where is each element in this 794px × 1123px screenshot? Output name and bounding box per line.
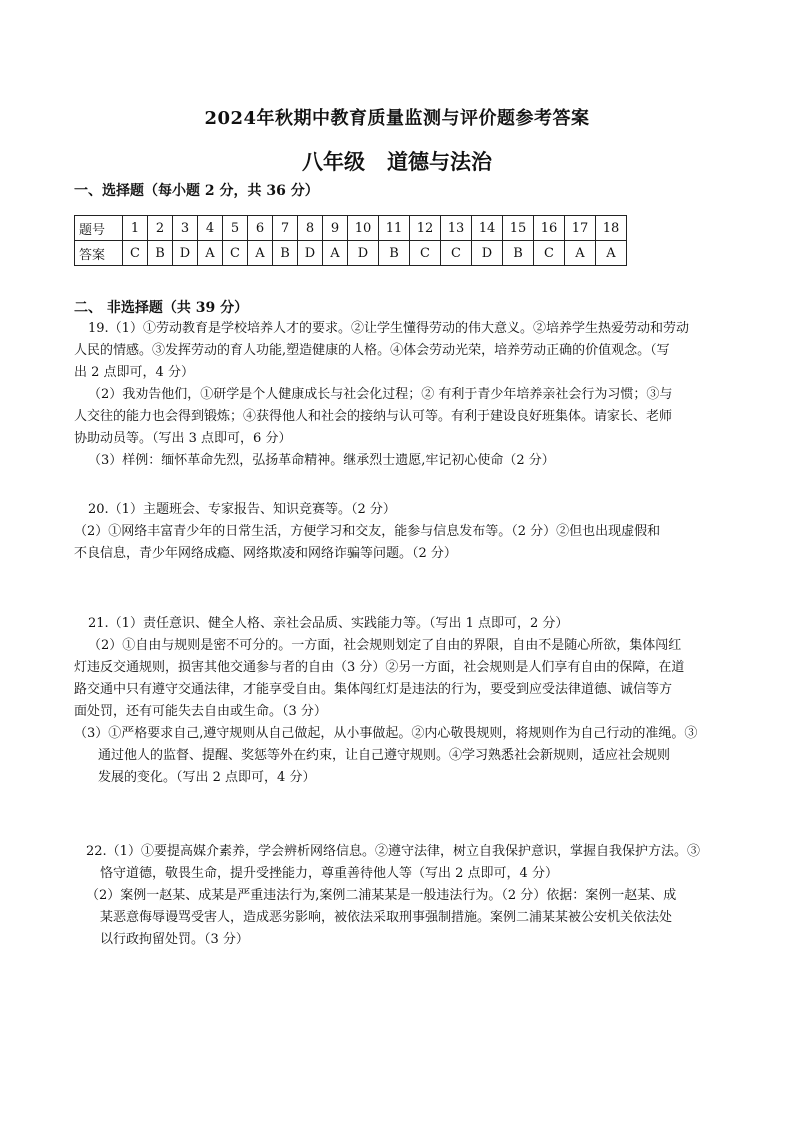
subject-label: 道德与法治 — [387, 149, 492, 174]
table-cell: 11 — [379, 216, 410, 241]
row-label-number: 题号 — [75, 216, 123, 241]
table-cell: 8 — [298, 216, 323, 241]
answer-line: （2）①网络丰富青少年的日常生活，方便学习和交友，能参与信息发布等。（2 分）②但也出现虚假和 — [74, 524, 661, 539]
table-cell: A — [596, 241, 627, 266]
table-cell: 4 — [198, 216, 223, 241]
answer-line: （3）①严格要求自己,遵守规则从自己做起，从小事做起。②内心敬畏规则，将规则作为自己行动的准绳。③ — [74, 726, 698, 741]
answer-line: 灯违反交通规则，损害其他交通参与者的自由（3 分）②另一方面，社会规则是人们享有自由的保障，在道 — [74, 660, 685, 675]
question-21-answer — [74, 613, 734, 789]
table-cell: D — [173, 241, 198, 266]
table-cell: 2 — [148, 216, 173, 241]
table-cell: C — [410, 241, 441, 266]
answer-line: （2）我劝告他们，①研学是个人健康成长与社会化过程；② 有利于青少年培养亲社会行为习惯；③与 — [88, 387, 673, 402]
question-19-answer — [74, 318, 734, 472]
table-cell: 9 — [323, 216, 348, 241]
answer-line: 人交往的能力也会得到锻炼；④获得他人和社会的接纳与认可等。有利于建设良好班集体。请家长、老师 — [74, 409, 673, 424]
answer-line: 人民的情感。③发挥劳动的育人功能,塑造健康的人格。④体会劳动光荣，培养劳动正确的价值观念。（写 — [74, 343, 670, 358]
table-row-numbers — [75, 216, 627, 241]
answer-line: 某恶意侮辱谩骂受害人，造成恶劣影响，被依法采取刑事强制措施。案例二浦某某被公安机关依法处 — [100, 910, 673, 925]
answer-line: 以行政拘留处罚。（3 分） — [100, 932, 249, 947]
answer-line: 19.（1）①劳动教育是学校培养人才的要求。②让学生懂得劳动的伟大意义。②培养学生热爱劳动和劳动 — [88, 321, 689, 336]
table-cell: A — [323, 241, 348, 266]
answer-line: （2）案例一赵某、成某是严重违法行为,案例二浦某某是一般违法行为。（2 分）依据：案例一赵某、成 — [86, 888, 677, 903]
table-cell: 6 — [248, 216, 273, 241]
grade-label: 八年级 — [302, 149, 365, 174]
table-cell: 14 — [472, 216, 503, 241]
row-label-answer: 答案 — [75, 241, 123, 266]
table-cell: C — [441, 241, 472, 266]
table-cell: 1 — [123, 216, 148, 241]
answer-line: 通过他人的监督、提醒、奖惩等外在约束，让自己遵守规则。④学习熟悉社会新规则，适应社会规则 — [98, 748, 671, 763]
question-22-answer — [86, 841, 746, 951]
answer-line: 面处罚，还有可能失去自由或生命。（3 分） — [74, 704, 327, 719]
table-cell: 10 — [348, 216, 379, 241]
table-cell: A — [565, 241, 596, 266]
table-cell: B — [379, 241, 410, 266]
table-cell: 13 — [441, 216, 472, 241]
table-row-answers — [75, 241, 627, 266]
table-cell: D — [472, 241, 503, 266]
answer-table — [74, 215, 627, 266]
document-subtitle — [0, 146, 794, 176]
table-cell: C — [534, 241, 565, 266]
table-cell: B — [503, 241, 534, 266]
table-cell: 3 — [173, 216, 198, 241]
table-cell: B — [273, 241, 298, 266]
table-cell: C — [123, 241, 148, 266]
table-cell: 16 — [534, 216, 565, 241]
table-cell: A — [248, 241, 273, 266]
answer-line: （2）①自由与规则是密不可分的。一方面，社会规则划定了自由的界限，自由不是随心所欲，集体闯红 — [88, 638, 682, 653]
table-cell: D — [298, 241, 323, 266]
table-cell: 18 — [596, 216, 627, 241]
table-cell: 17 — [565, 216, 596, 241]
answer-line: 不良信息，青少年网络成瘾、网络欺凌和网络诈骗等问题。（2 分） — [74, 546, 457, 561]
answer-line: 20.（1）主题班会、专家报告、知识竞赛等。（2 分） — [88, 502, 396, 517]
answer-line: 22.（1）①要提高媒介素养，学会辨析网络信息。②遵守法律，树立自我保护意识，掌握自我保护方法。③ — [86, 844, 700, 859]
document-title: 2024年秋期中教育质量监测与评价题参考答案 — [204, 108, 590, 129]
table-cell: 12 — [410, 216, 441, 241]
answer-line: （3）样例：缅怀革命先烈，弘扬革命精神。继承烈士遗愿,牢记初心使命（2 分） — [88, 453, 555, 468]
table-cell: 7 — [273, 216, 298, 241]
answer-line: 出 2 点即可，4 分） — [74, 365, 194, 380]
answer-line: 恪守道德，敬畏生命，提升受挫能力，尊重善待他人等（写出 2 点即可，4 分） — [100, 866, 558, 881]
table-cell: B — [148, 241, 173, 266]
table-cell: C — [223, 241, 248, 266]
answer-line: 21.（1）责任意识、健全人格、亲社会品质、实践能力等。（写出 1 点即可，2 分） — [88, 616, 569, 631]
table-cell: 5 — [223, 216, 248, 241]
table-cell: 15 — [503, 216, 534, 241]
question-20-answer — [74, 499, 734, 565]
section-1-heading: 一、选择题（每小题 2 分，共 36 分） — [74, 183, 319, 199]
answer-line: 路交通中只有遵守交通法律，才能享受自由。集体闯红灯是违法的行为，要受到应受法律道德、诚信等方 — [74, 682, 673, 697]
section-2-heading: 二、 非选择题（共 39 分） — [74, 300, 249, 316]
table-cell: D — [348, 241, 379, 266]
answer-line: 发展的变化。（写出 2 点即可，4 分） — [98, 770, 316, 785]
answer-line: 协助动员等。（写出 3 点即可，6 分） — [74, 431, 292, 446]
table-cell: A — [198, 241, 223, 266]
